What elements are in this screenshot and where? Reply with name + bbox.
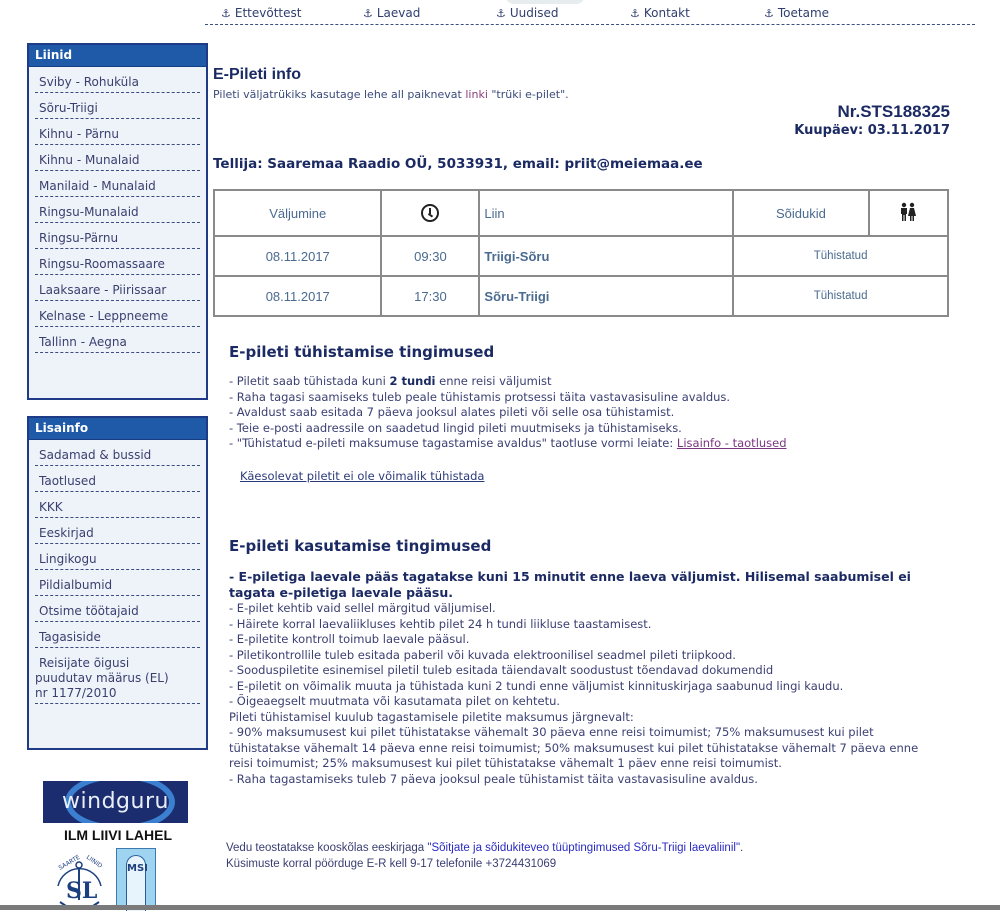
sidebar-line-item[interactable]: Ringsu-Pärnu [35,223,200,249]
sidebar-info-item[interactable]: Sadamad & bussid [35,440,200,466]
condition-line: - Teie e-posti aadressile on saadetud lingid pileti muutmiseks ja tühistamiseks. [229,420,682,435]
table-header-row [214,190,948,236]
regulations-link[interactable]: "Sõitjate ja sõidukiteveo tüüptingimused Sõru-Triigi laevaliinil" [427,842,741,854]
usage-line: Pileti tühistamisel kuulub tagastamisele piletite maksumus järgnevalt: [229,709,634,724]
contact-line: Küsimuste korral pöörduge E-R kell 9-17 telefonile +3724431069 [226,857,557,870]
sidebar-line-item[interactable]: Ringsu-Roomassaare [35,249,200,275]
condition-text: - "Tühistatud e-pileti maksumuse tagastamise avaldus" taotluse vormi leiate: [229,436,677,450]
sidebar-line-item[interactable]: Tallinn - Aegna [35,327,200,353]
trip-time: 17:30 [381,276,479,316]
nav-laevad[interactable] [363,6,420,20]
table-row [214,236,948,276]
header-route: Liin [479,190,733,236]
header-decoration [505,0,585,4]
cancel-ticket-link[interactable]: Käesolevat piletit ei ole võimalik tühistada [240,469,485,483]
usage-bold-line: - E-piletiga laevale pääs tagatakse kuni 15 minutit enne laeva väljumist. Hilisemal saabumisel ei tagata e-piletiga laevale pääsu. [229,569,911,600]
sidebar-lines-title: Liinid [29,45,206,67]
usage-line: - E-piletit on võimalik muuta ja tühistada kuni 2 tundi enne väljumist kinnituskirjaga saabunud lingi kaudu. [229,678,844,693]
header-time [381,190,479,236]
sidebar-info-item-passenger-rights[interactable] [35,648,200,704]
ticket-number: Nr.STS188325 [837,102,950,121]
cancellation-conditions [229,374,787,452]
sidebar-line-item[interactable]: Kihnu - Munalaid [35,145,200,171]
sidebar-line-item[interactable]: Ringsu-Munalaid [35,197,200,223]
header-vehicles: Sõidukid [733,190,868,236]
footer-line [226,841,743,857]
nav-label: Kontakt [643,6,690,20]
nav-label: Toetame [777,6,830,20]
footer-text-part: . [740,842,744,854]
sidebar-line-item[interactable]: Kelnase - Leppneeme [35,301,200,327]
anchor-icon: ⚓ [221,7,231,20]
sidebar-info-item[interactable]: Otsime töötajaid [35,596,200,622]
print-link[interactable]: linki [465,88,488,101]
trip-time: 09:30 [381,236,479,276]
sidebar-info-item[interactable]: KKK [35,492,200,518]
anchor-logo-icon [52,848,107,908]
usage-line: - Häirete korral laevaliikluses kehtib pilet 24 h tundi liikluse taastamisest. [229,616,652,631]
trip-status: Tühistatud [733,236,948,276]
trip-status: Tühistatud [733,276,948,316]
anchor-icon: ⚓ [764,7,774,20]
sidebar-info-item[interactable]: Taotlused [35,466,200,492]
page-title: E-Pileti info [213,66,301,83]
condition-line: - Raha tagasi saamiseks tuleb peale tühistamis protsessi täita vastavasisuline avaldus. [229,389,731,404]
svg-text:LIINID: LIINID [84,853,104,870]
condition-line [229,374,787,390]
usage-line: - Raha tagastamiseks tuleb 7 päeva jooksul peale tühistamist täita vastavasisuline avaldus. [229,771,758,786]
sidebar-line-item[interactable]: Sviby - Rohuküla [35,67,200,93]
footer-text-part: Vedu teostatakse kooskõlas eeskirjaga [226,842,428,854]
saarte-liinid-logo[interactable] [52,848,107,908]
sidebar-info-item[interactable]: Eeskirjad [35,518,200,544]
usage-line: - 90% maksumusest kui pilet tühistatakse vähemalt 30 päeva enne reisi toimumist; 75% maksumusest kui pilet tühistatakse vähemalt 14 päeva enne reisi toimumist; 50% maksumusest kui pilet tühistatakse vähemalt 7 päeva enne reisi toimumist; 25% maksumusest kui pilet tühistatakse vähemalt 1 päev enne reisi toimumist. [229,725,919,770]
usage-conditions [229,569,944,787]
svg-text:SL: SL [66,878,98,904]
trip-route: Triigi-Sõru [479,236,733,276]
windguru-text: windguru [62,789,169,814]
footer-text [226,841,743,872]
windguru-logo[interactable] [43,781,188,823]
usage-heading: E-pileti kasutamise tingimused [229,537,492,555]
svg-text:SAARTE: SAARTE [57,853,82,872]
subtitle-text: Pileti väljatrükiks kasutage lehe all paiknevat [213,88,466,101]
msi-text: MSI [126,855,146,911]
sidebar-info [27,416,208,750]
anchor-icon: ⚓ [496,7,506,20]
sidebar-info-title: Lisainfo [29,418,206,440]
trip-route: Sõru-Triigi [479,276,733,316]
anchor-icon: ⚓ [363,7,373,20]
sidebar-info-item[interactable]: Tagasiside [35,622,200,648]
nav-label: Ettevõttest [234,6,302,20]
usage-line: - Õigeaegselt muutmata või kasutamata pilet on kehtetu. [229,694,561,708]
sidebar-line-item[interactable]: Sõru-Triigi [35,93,200,119]
nav-kontakt[interactable] [630,6,690,20]
sidebar-line-item[interactable]: Kihnu - Pärnu [35,119,200,145]
sidebar-lines [27,43,208,400]
applications-link[interactable]: Lisainfo - taotlused [676,436,787,450]
link-line: puudutav määrus (EL) [35,671,169,685]
sidebar-info-item[interactable]: Lingikogu [35,544,200,570]
link-line: Reisijate õigusi [39,656,130,670]
condition-text: enne reisi väljumist [435,374,552,388]
ticket-date: Kuupäev: 03.11.2017 [794,123,950,138]
msi-logo[interactable] [116,848,156,910]
nav-label: Laevad [376,6,421,20]
weather-caption: ILM LIIVI LAHEL [63,827,173,843]
bottom-bar [0,905,1000,910]
trip-date: 08.11.2017 [214,276,381,316]
page-subtitle [213,88,569,101]
anchor-icon: ⚓ [630,7,640,20]
passengers-icon [898,202,918,222]
nav-ettevottest[interactable] [221,6,301,20]
condition-line [229,436,787,452]
trip-date: 08.11.2017 [214,236,381,276]
sidebar-info-item[interactable]: Pildialbumid [35,570,200,596]
top-navigation [205,0,975,25]
link-line: nr 1177/2010 [35,686,117,700]
condition-line: - Avaldust saab esitada 7 päeva jooksul alates pileti või selle osa tühistamist. [229,405,675,419]
condition-bold: 2 tundi [389,374,436,388]
clock-icon [421,204,439,222]
table-row [214,276,948,316]
customer-info: Tellija: Saaremaa Raadio OÜ, 5033931, email: priit@meiemaa.ee [213,156,703,172]
header-passengers [869,190,948,236]
header-departure: Väljumine [214,190,381,236]
usage-line: - E-piletite kontroll toimub laevale pääsul. [229,632,470,646]
trips-table [213,189,949,317]
nav-label: Uudised [509,6,559,20]
cancellation-heading: E-pileti tühistamise tingimused [229,343,495,361]
usage-line: - E-pilet kehtib vaid sellel märgitud väljumisel. [229,601,496,615]
nav-uudised[interactable] [496,6,558,20]
sidebar-line-item[interactable]: Laaksaare - Piirissaar [35,275,200,301]
condition-text: - Piletit saab tühistada kuni [229,374,390,388]
usage-line: - Sooduspiletite esinemisel piletil tuleb esitada täiendavalt soodustust tõendavad dokumendid [229,663,774,677]
sidebar-line-item[interactable]: Manilaid - Munalaid [35,171,200,197]
usage-line: - Piletikontrollile tuleb esitada paberil või kuvada elektroonilisel seadmel pileti triipkood. [229,647,736,662]
nav-toetame[interactable] [764,6,829,20]
subtitle-text: "trüki e-pilet". [487,88,569,101]
